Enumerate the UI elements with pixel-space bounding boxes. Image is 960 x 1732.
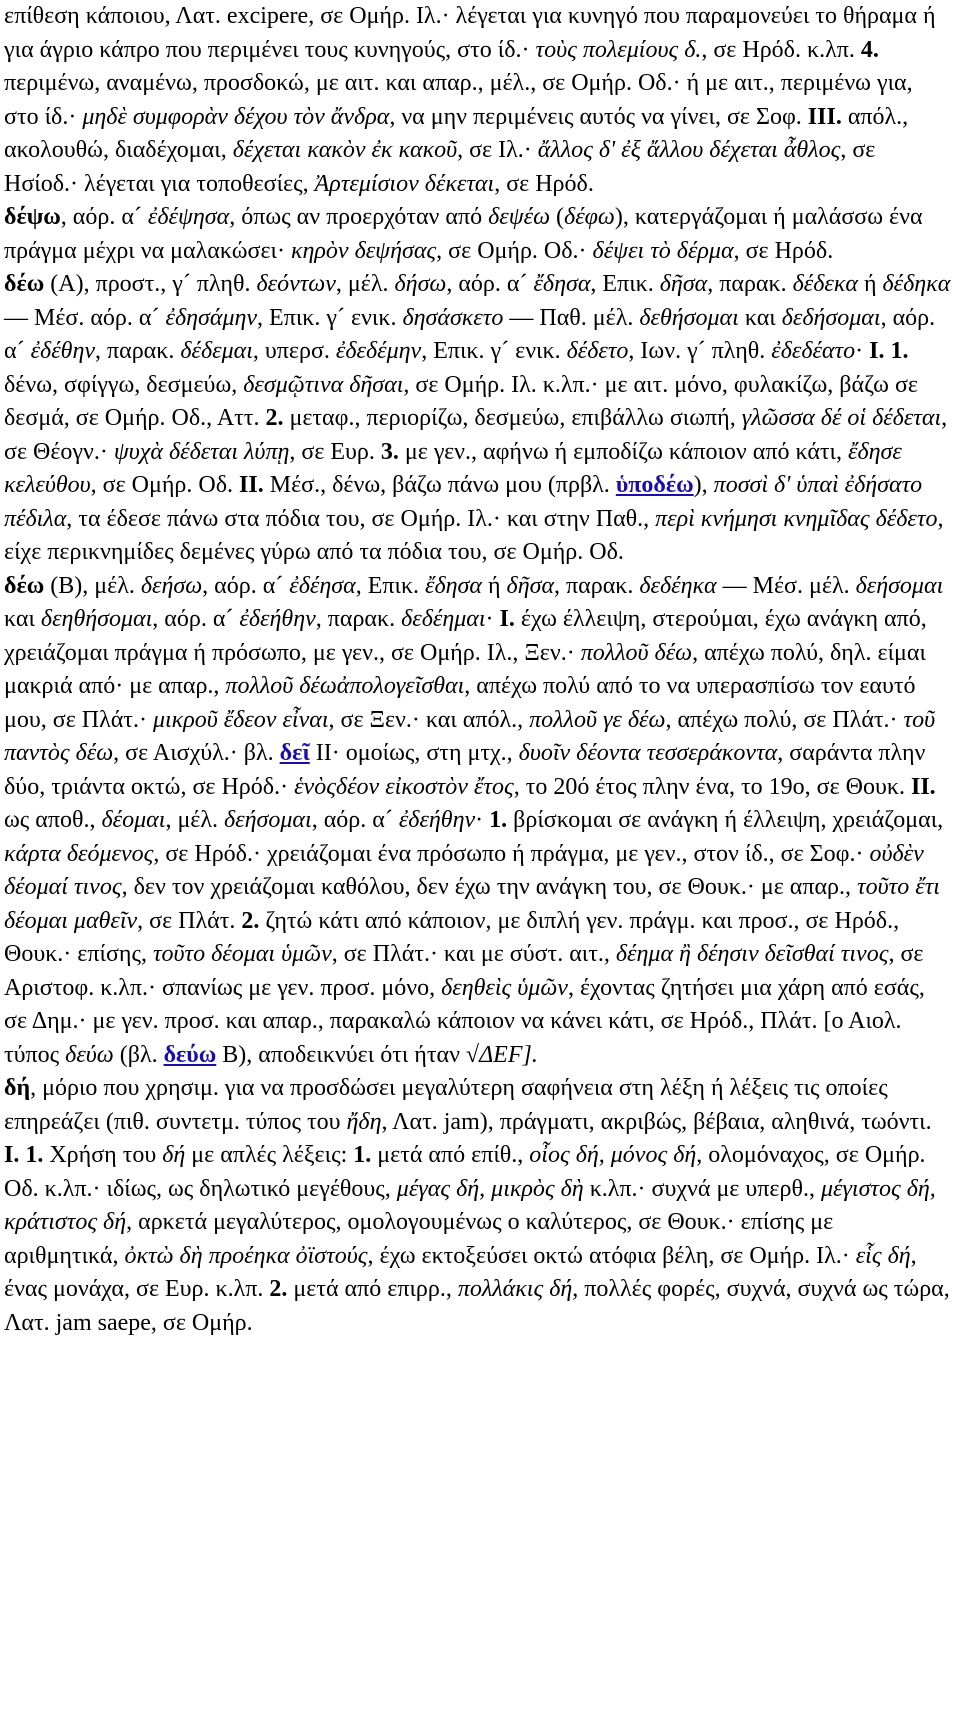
definition-text: , σε Αριστοφ. κ.λπ.· σπανίως με γεν. προσ. μόνο, (4, 941, 924, 1001)
definition-text: , Λατ. jam), πράγματι, ακριβώς, βέβαια, αληθινά, τωόντι. (381, 1108, 932, 1135)
greek-citation: δή (162, 1142, 186, 1168)
cross-reference-link[interactable]: δεῖ (279, 740, 310, 766)
greek-citation: ἐδέθην (30, 338, 95, 364)
definition-text: , σε Ησίοδ.· λέγεται για τοποθεσίες, (4, 137, 876, 197)
definition-text: , δεν τον χρειάζομαι καθόλου, δεν έχω την ανάγκη του, σε Θουκ.· με απαρ., (121, 874, 858, 900)
definition-text: , σαράντα πλην δύο, τριάντα οκτώ, σε Ηρόδ.· (4, 740, 926, 800)
greek-citation: δέδετο (566, 338, 629, 364)
definition-text: μετά από επιρρ., (287, 1276, 458, 1302)
definition-text: , πολλές φορές, συχνά, συχνά ως τώρα, Λατ. jam saepe, σε Ομήρ. (4, 1276, 950, 1336)
greek-citation: δεδέηκα (639, 572, 717, 599)
definition-text: , αόρ. α´ (446, 271, 534, 297)
greek-citation: δεθήσομαι (639, 304, 739, 331)
greek-citation: ἐδεήθην (239, 606, 316, 632)
greek-citation: μικροῦ ἔδεον εἶναι (152, 706, 329, 733)
definition-text: Β), αποδεικνύει ότι ήταν √ (216, 1041, 480, 1068)
cross-reference-link[interactable]: ὑποδέω (615, 472, 694, 498)
definition-text: , να μην περιμένεις αυτός να γίνει, σε Σοφ. (389, 103, 808, 130)
definition-text: , ένας μονάχα, σε Ευρ. κ.λπ. (4, 1242, 917, 1302)
greek-citation: μέγας δή, μικρὸς δὴ (396, 1175, 584, 1202)
entry-continuation (4, 0, 952, 201)
definition-text: · (475, 807, 490, 833)
greek-citation: δῆσα (659, 271, 708, 297)
greek-citation: εἷς δή (855, 1242, 911, 1269)
definition-text: και (738, 304, 782, 331)
definition-text: , υπερσ. (252, 338, 336, 364)
greek-citation: ΔΕϜ]. (479, 1041, 538, 1068)
definition-text: , τα έδεσε πάνω στα πόδια του, σε Ομήρ. Ιλ.· και στην Παθ., (66, 505, 656, 532)
definition-text: επίθεση κάποιου, Λατ. excipere, σε Ομήρ. Ιλ.· λέγεται για κυνηγό που παραμονεύει το θήραμα ή για άγριο κάπρο που περιμένει τους κυνηγούς, στο ίδ.· (4, 3, 936, 63)
definition-text: II· ομοίως, στη μτχ., (309, 740, 519, 766)
greek-citation: τοῦ παντὸς δέω (4, 706, 936, 766)
entry-headword: δέω (4, 271, 45, 297)
greek-citation: δεδήσομαι (781, 304, 881, 331)
definition-text: , παρακ. (554, 572, 640, 599)
definition-text: , σε Αισχύλ.· βλ. (113, 740, 280, 766)
greek-citation: ἐδεδέμην (335, 338, 422, 364)
definition-text: ), (693, 472, 714, 498)
definition-text: βρίσκομαι σε ανάγκη ή έλλειψη, χρειάζομαι, (507, 807, 944, 833)
definition-text: , απέχω πολύ από το να υπερασπίσω τον εαυτό μου, σε Πλάτ.· (4, 673, 916, 733)
greek-citation: δέδηκα (882, 271, 951, 297)
greek-citation: ἔδησα (425, 572, 482, 599)
definition-text: , σε Ιλ.· (457, 137, 538, 163)
greek-citation: ἐδέησα (289, 572, 356, 599)
definition-text: , σε Θέογν.· (4, 405, 948, 465)
greek-citation: δέημα ἢ δέησιν δεῖσθαί τινος (615, 941, 889, 967)
definition-text: , Ιων. γ´ πληθ. (628, 338, 772, 364)
definition-text: , σε Ηρόδ. (733, 237, 834, 264)
greek-citation: πολλάκις δή (457, 1276, 573, 1302)
sense-number: 2. (241, 907, 260, 934)
greek-citation: γλῶσσα δέ οἱ δέδεται (741, 405, 942, 431)
definition-text: , ολομόναχος, σε Ομήρ. Οδ. κ.λπ.· ιδίως, ως δηλωτικό μεγέθους, (4, 1142, 926, 1202)
definition-text: , έχοντας ζητήσει μια χάρη από εσάς, σε Δημ.· με γεν. προσ. και απαρ., παρακαλώ κάποιον να κάνει κάτι, σε Ηρόδ., Πλάτ. [ο Αιολ. τύπος (4, 974, 925, 1068)
definition-text: , σε Ευρ. (289, 438, 381, 465)
definition-text: περιμένω, αναμένω, προσδοκώ, με αιτ. και απαρ., μέλ., σε Ομήρ. Οδ.· ή με αιτ., περιμένω για, στο ίδ.· (4, 70, 913, 130)
definition-text: ζητώ κάτι από κάποιον, με διπλή γεν. πράγμ. και προσ., σε Ηρόδ., Θουκ.· επίσης, (4, 907, 900, 967)
definition-text: απόλ., ακολουθώ, διαδέχομαι, (4, 103, 909, 163)
definition-text: , απέχω πολύ, σε Πλάτ.· (665, 706, 904, 733)
greek-citation: ψυχὰ δέδεται λύπῃ (113, 438, 290, 465)
sense-number: 4. (860, 36, 879, 63)
sense-number: 3. (380, 438, 399, 465)
definition-text: , μέλ. (335, 271, 395, 297)
definition-text: και (4, 606, 41, 632)
greek-citation: δησάσκετο (402, 304, 504, 331)
greek-citation: πολλοῦ δέωἀπολογεῖσθαι (225, 673, 465, 699)
definition-text: κ.λπ.· συχνά με υπερθ., (583, 1175, 821, 1202)
definition-text: , σε Ομήρ. Οδ.· (436, 237, 593, 264)
greek-citation: δεηθεὶς ὑμῶν (441, 974, 568, 1001)
greek-citation: δεδέημαι (401, 606, 486, 632)
definition-text: , σε Ηρόδ.· χρειάζομαι ένα πρόσωπο ή πράγμα, με γεν., στον ίδ., σε Σοφ.· (153, 840, 870, 867)
definition-text: , παρακ. (707, 271, 793, 297)
greek-citation: δέδεκα (792, 271, 858, 297)
greek-citation: δεήσομαι (224, 807, 312, 833)
definition-text: , έχω εκτοξεύσει οκτώ ατόφια βέλη, σε Ομήρ. Ιλ.· (367, 1242, 856, 1269)
entry-de (4, 1072, 952, 1340)
greek-citation: τοῦτο ἔτι δέομαι μαθεῖν (4, 874, 940, 934)
definition-text: μετά από επίθ., (371, 1142, 530, 1168)
definition-text: — Μέσ. αόρ. α´ (4, 304, 166, 331)
sense-number: III. (807, 103, 842, 130)
greek-citation: ἤδη (346, 1108, 382, 1135)
greek-citation: δεψέω (488, 204, 551, 230)
greek-citation: ἐδέψησα (147, 204, 230, 230)
sense-number: 2. (265, 405, 284, 431)
greek-citation: πολλοῦ γε δέω (529, 706, 666, 733)
definition-text: , σε Πλάτ.· και με σύστ. αιτ., (331, 941, 616, 967)
definition-text: , Επικ. γ´ ενικ. (257, 304, 403, 331)
definition-text: — Μέσ. μέλ. (716, 572, 856, 599)
greek-citation: κηρὸν δεψήσας (290, 237, 437, 264)
greek-citation: ποσσὶ δ' ὑπαὶ ἐδήσατο πέδιλα (4, 472, 923, 532)
definition-text: με γεν., αφήνω ή εμποδίζω κάποιον από κάτι, (398, 438, 848, 465)
greek-citation: ἑνὸςδέον εἰκοστὸν ἔτος (294, 773, 514, 800)
definition-text: ή (481, 572, 507, 599)
definition-text: , παρακ. (95, 338, 181, 364)
definition-text: , αόρ. α´ (202, 572, 290, 599)
definition-text: — Παθ. μέλ. (503, 304, 640, 331)
entry-deo-a (4, 268, 952, 570)
definition-text: , αρκετά μεγαλύτερος, ομολογουμένως ο καλύτερος, σε Θουκ.· επίσης με αριθμητικά, (4, 1209, 834, 1269)
definition-text: ), κατεργάζομαι ή μαλάσσω ένα πράγμα μέχρι να μαλακώσει· (4, 204, 923, 264)
definition-text: , σε Ομήρ. Οδ. (90, 472, 240, 498)
cross-reference-link[interactable]: δεύω (163, 1041, 217, 1068)
greek-citation: δήσω (394, 271, 447, 297)
definition-text: ( (550, 204, 565, 230)
definition-text: Μέσ., δένω, βάζω πάνω μου (πρβλ. (263, 472, 616, 498)
sense-number: 1. (353, 1142, 372, 1168)
greek-citation: μέγιστος δή, κράτιστος δή (4, 1175, 936, 1235)
greek-citation: ἔδησα (533, 271, 591, 297)
definition-text: , μόριο που χρησιμ. για να προσδώσει μεγαλύτερη σαφήνεια στη λέξη ή λέξεις τις οποίες επηρεάζει (πιθ. συντετμ. τύπος του (4, 1075, 888, 1135)
definition-text: , όπως αν προερχόταν από (229, 204, 489, 230)
definition-text: , σε Ηρόδ. κ.λπ. (701, 36, 861, 63)
greek-citation: δεηθήσομαι (40, 606, 153, 632)
definition-text: ως αποθ., (4, 807, 102, 833)
definition-text: · (485, 606, 500, 632)
definition-text: με απλές λέξεις: (185, 1142, 354, 1168)
definition-text: , σε Πλάτ. (137, 907, 242, 934)
definition-text: ή (857, 271, 883, 297)
sense-number: II. (239, 472, 264, 498)
greek-citation: Ἀρτεμίσιον δέκεται (314, 170, 495, 197)
entry-deo-b (4, 570, 952, 1073)
definition-text: , σε Ξεν.· και απόλ., (328, 706, 530, 733)
greek-citation: δεσμῷτινα δῆσαι (243, 371, 404, 398)
greek-citation: τοὺς πολεμίους δ. (535, 36, 702, 63)
definition-text: , Επικ. γ´ ενικ. (421, 338, 567, 364)
greek-citation: δέδεμαι (180, 338, 253, 364)
definition-text: , σε Ομήρ. Ιλ. κ.λπ.· με αιτ. μόνο, φυλακίζω, βάζω σε δεσμά, σε Ομήρ. Οδ., Αττ. (4, 371, 918, 431)
greek-citation: δέφω (564, 204, 615, 230)
entry-headword: δή (4, 1075, 31, 1101)
greek-citation: πολλοῦ δέω (580, 639, 693, 666)
definition-text: , αόρ. α´ (311, 807, 399, 833)
definition-text: , αόρ. α´ (152, 606, 240, 632)
greek-citation: ἐδεδέατο (771, 338, 856, 364)
greek-citation: δυοῖν δέοντα τεσσεράκοντα (518, 740, 778, 766)
greek-citation: οὐδὲν δέομαί τινος (4, 840, 924, 900)
greek-citation: δεύω (65, 1041, 114, 1068)
definition-text: , Επικ. (355, 572, 426, 599)
definition-text: , είχε περικνημίδες δεμένες γύρω από τα πόδια του, σε Ομήρ. Οδ. (4, 505, 944, 565)
greek-citation: οἶος δή, μόνος δή (529, 1142, 697, 1168)
greek-citation: μηδὲ συμφορὰν δέχου τὸν ἄνδρα (82, 103, 390, 130)
definition-text: δένω, σφίγγω, δεσμεύω, (4, 371, 244, 398)
entry-headword: δέω (4, 572, 45, 599)
entry-headword: δέψω (4, 204, 61, 230)
greek-citation: τοῦτο δέομαι ὑμῶν (152, 941, 332, 967)
greek-citation: δῆσα (506, 572, 555, 599)
greek-citation: δέψει τὸ δέρμα (592, 237, 734, 264)
greek-citation: ὀκτὼ δὴ προέηκα ὀϊστούς (124, 1242, 368, 1269)
greek-citation: ἔδησε κελεύθου (4, 438, 902, 498)
sense-number: I. 1. (869, 338, 909, 364)
definition-text: , μέλ. (165, 807, 225, 833)
definition-text: (βλ. (113, 1041, 164, 1068)
sense-number: I. 1. (4, 1142, 44, 1168)
definition-text: έχω έλλειψη, στερούμαι, έχω ανάγκη από, χρειάζομαι πράγμα ή πρόσωπο, με γεν., σε Ομήρ. Ιλ., Ξεν.· (4, 606, 927, 666)
sense-number: II. (911, 773, 936, 800)
definition-text: μεταφ., περιορίζω, δεσμεύω, επιβάλλω σιωπή, (283, 405, 742, 431)
definition-text: Χρήση του (43, 1142, 163, 1168)
greek-citation: ἄλλος δ' ἐξ ἄλλου δέχεται ἆθλος (537, 137, 841, 163)
greek-citation: κάρτα δεόμενος (4, 840, 154, 867)
definition-text: , Επικ. (590, 271, 660, 297)
definition-text: , το 20ό έτος πλην ένα, το 19ο, σε Θουκ. (513, 773, 911, 800)
definition-text: , παρακ. (315, 606, 402, 632)
definition-text: , σε Ηρόδ. (494, 170, 594, 197)
greek-citation: δέομαι (101, 807, 166, 833)
definition-text: · (855, 338, 870, 364)
sense-number: 2. (269, 1276, 288, 1302)
greek-citation: δεήσομαι (855, 572, 944, 599)
definition-text: (Β), μέλ. (44, 572, 141, 599)
definition-text: , αόρ. α´ (60, 204, 148, 230)
greek-citation: περὶ κνήμησι κνημῖδας δέδετο (655, 505, 938, 532)
entry-depso (4, 201, 952, 268)
greek-citation: δέχεται κακὸν ἐκ κακοῦ (232, 137, 458, 163)
definition-text: (Α), προστ., γ´ πληθ. (44, 271, 257, 297)
sense-number: 1. (489, 807, 508, 833)
definition-text: , αόρ. α´ (4, 304, 936, 364)
greek-citation: δεήσω (140, 572, 203, 599)
greek-citation: ἐδησάμην (165, 304, 258, 331)
greek-citation: ἐδεήθην (398, 807, 476, 833)
greek-citation: δεόντων (256, 271, 336, 297)
definition-text: , απέχω πολύ, δηλ. είμαι μακριά από· με απαρ., (4, 639, 926, 699)
sense-number: I. (499, 606, 515, 632)
